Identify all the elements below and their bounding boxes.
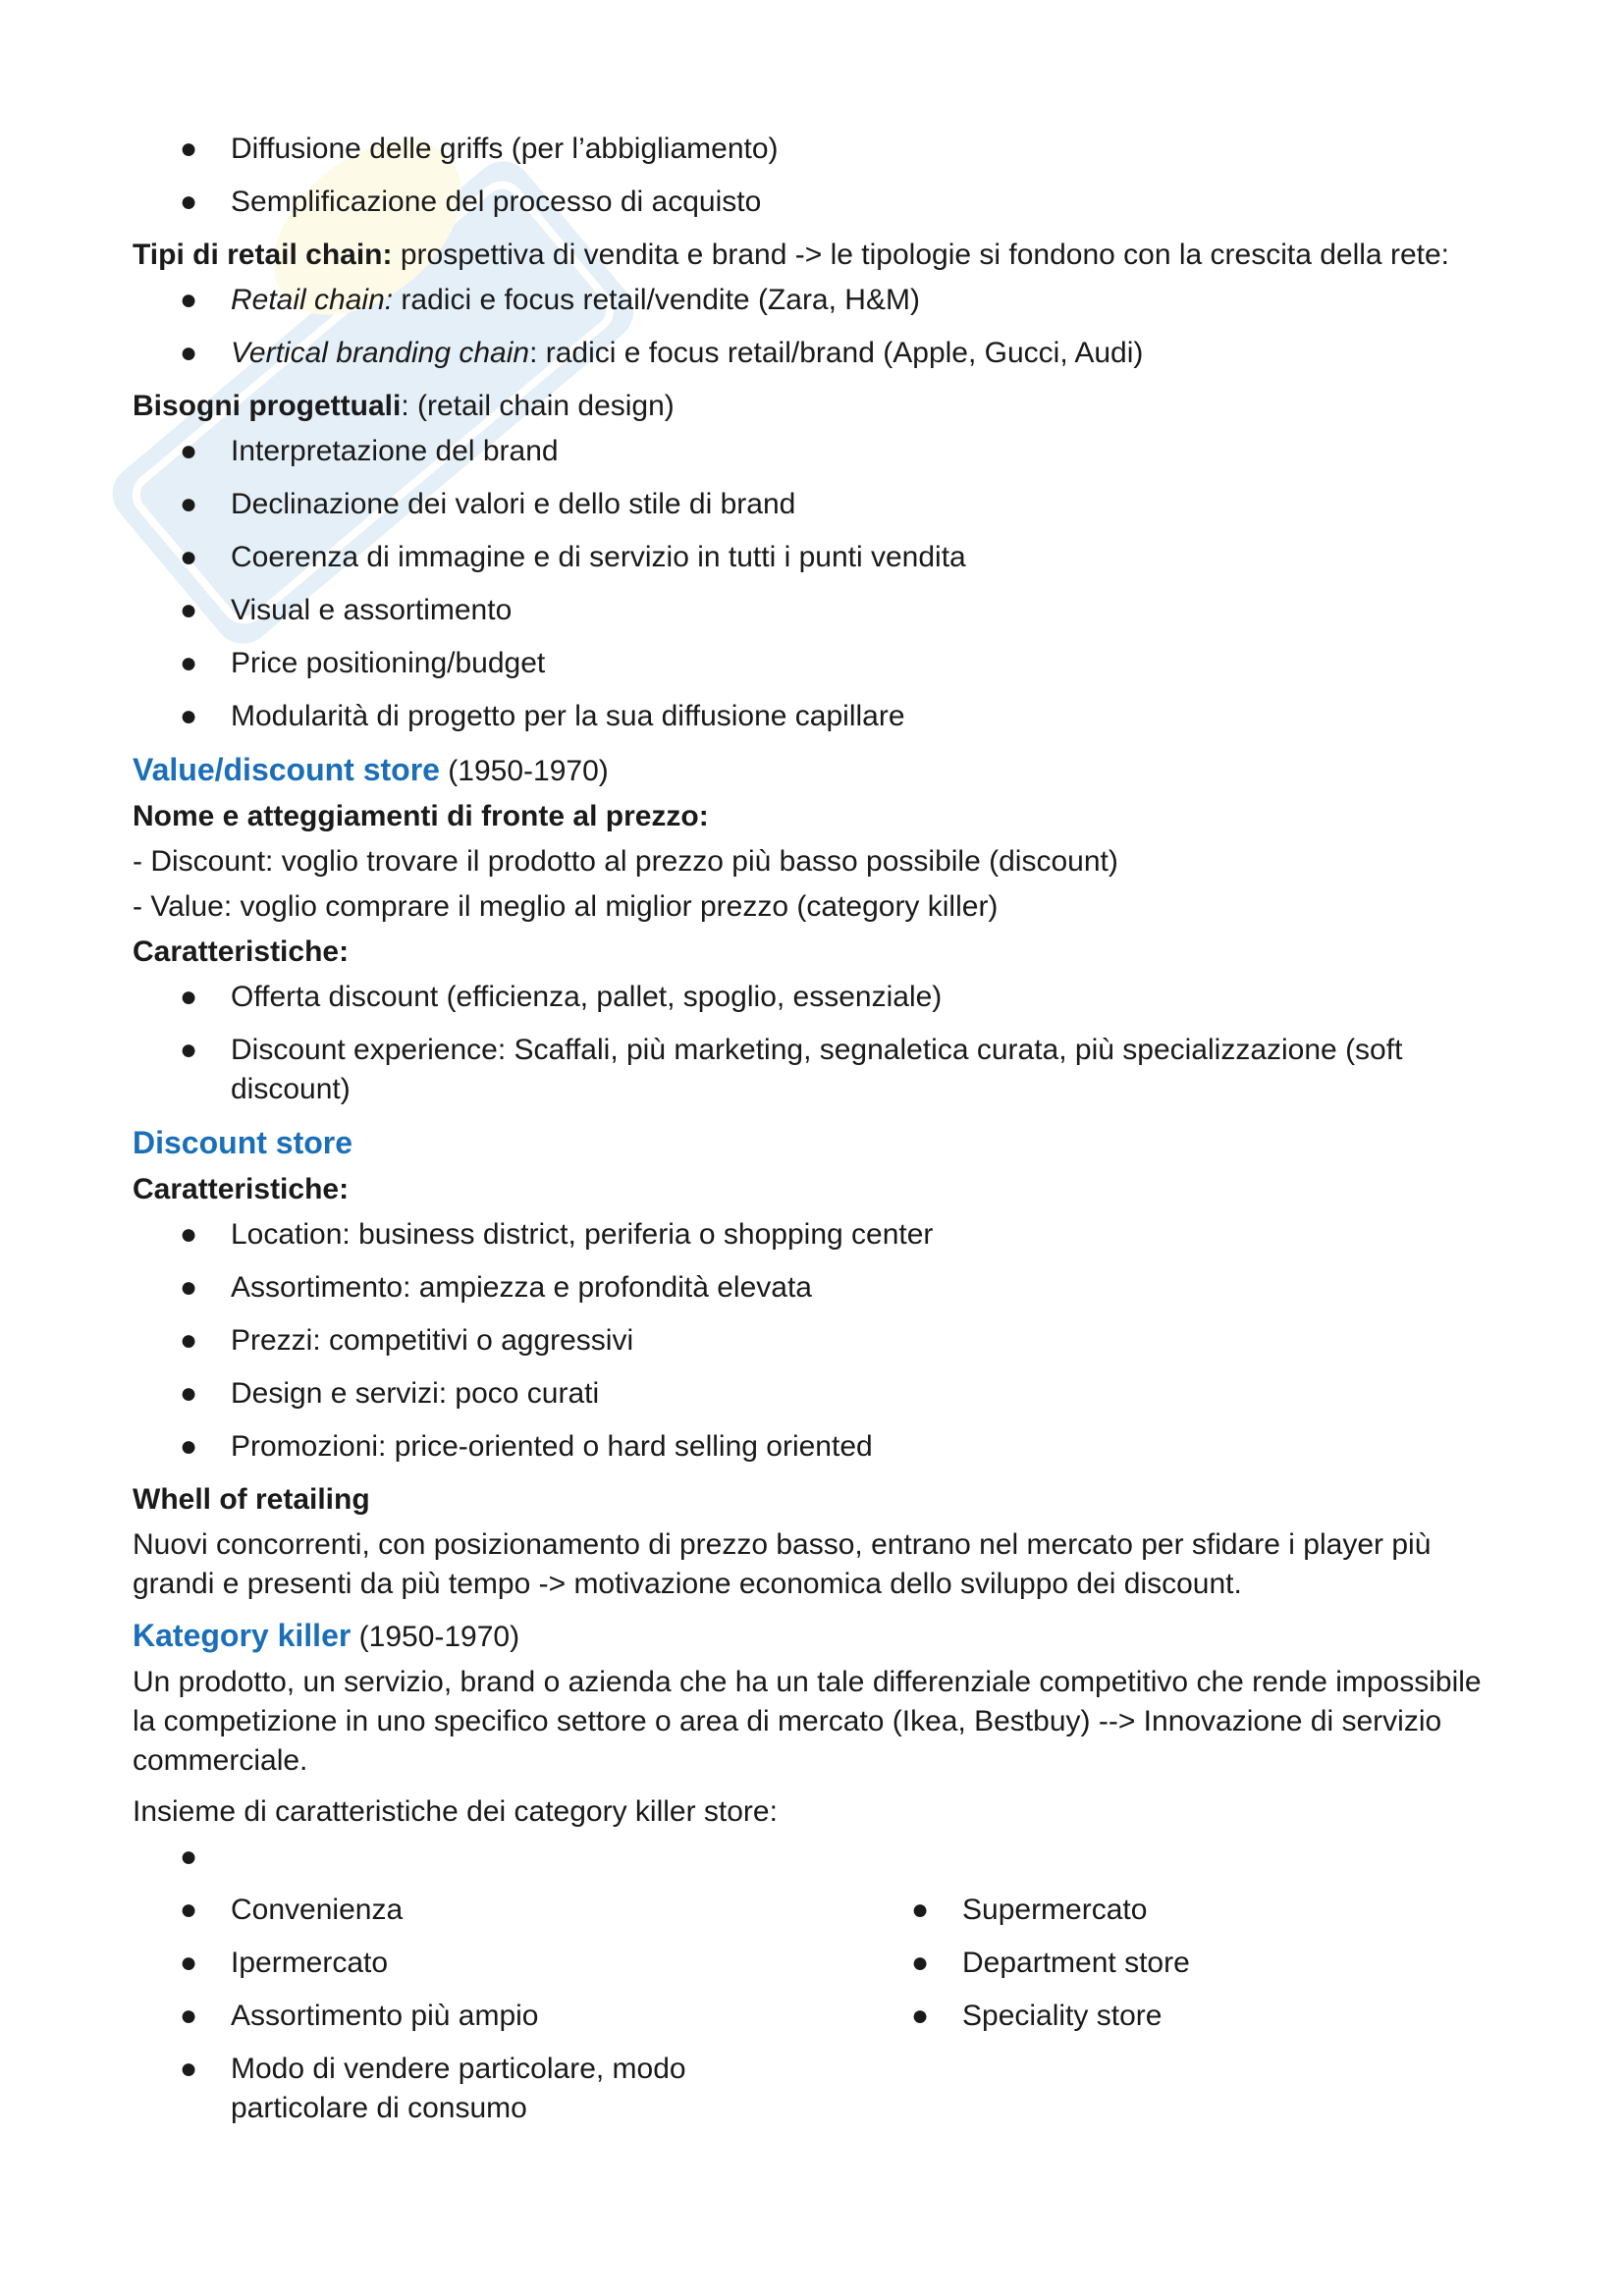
- list-item: ● Discount experience: Scaffali, più marketing, segnaletica curata, più specializzazione (soft discount): [133, 1031, 1497, 1109]
- bullet-icon: ●: [180, 2053, 198, 2085]
- bullet-icon: ●: [180, 1034, 198, 1066]
- bisogni-text: : (retail chain design): [401, 390, 675, 422]
- list-item: ● Location: business district, periferia o shopping center: [133, 1215, 1497, 1255]
- retail-chain-text: prospettiva di vendita e brand -> le tipologie si fondono con la crescita della rete:: [392, 239, 1449, 271]
- bullet-icon: ●: [180, 435, 198, 467]
- list-item: ● Supermercato: [864, 1891, 1453, 1930]
- value-store-years: (1950-1970): [439, 755, 609, 787]
- bullet-icon: ●: [180, 1894, 198, 1926]
- list-item: ● Vertical branding chain: radici e focus retail/brand (Apple, Gucci, Audi): [133, 334, 1497, 373]
- discount-store-title: Discount store: [133, 1125, 353, 1160]
- list-item: ● Convenienza: [133, 1891, 864, 1930]
- bullet-icon: ●: [911, 2000, 930, 2032]
- bullet-icon: ●: [180, 541, 198, 573]
- bullet-icon: ●: [180, 133, 198, 165]
- bullet-icon: ●: [180, 1324, 198, 1357]
- list-item: ● Department store: [864, 1944, 1453, 1983]
- bullet-icon: ●: [180, 337, 198, 369]
- discount-line: - Discount: voglio trovare il prodotto al prezzo più basso possibile (discount): [133, 845, 1118, 878]
- top-list: [133, 130, 1497, 222]
- bullet-icon: ●: [180, 1218, 198, 1251]
- list-item: ● Modularità di progetto per la sua diffusione capillare: [133, 697, 1497, 736]
- list-item: ● Diffusione delle griffs (per l’abbigliamento): [133, 130, 1497, 169]
- bullet-icon: ●: [180, 284, 198, 316]
- list-item: ● Assortimento più ampio: [133, 1997, 864, 2036]
- list-item: ● Prezzi: competitivi o aggressivi: [133, 1321, 1497, 1361]
- caratteristiche-label: Caratteristiche:: [133, 935, 350, 968]
- list-item: ● Promozioni: price-oriented o hard selling oriented: [133, 1427, 1497, 1467]
- bullet-icon: ●: [911, 1947, 930, 1979]
- value-store-heading: [133, 750, 1497, 791]
- bullet-icon: ●: [180, 700, 198, 732]
- list-item: ● Visual e assortimento: [133, 591, 1497, 630]
- list-item: ● Modo di vendere particolare, modo particolare di consumo: [133, 2050, 864, 2128]
- nome-label: Nome e atteggiamenti di fronte al prezzo:: [133, 800, 709, 832]
- bisogni-label: Bisogni progettuali: [133, 390, 402, 422]
- bullet-icon: ●: [180, 1430, 198, 1463]
- list-item: ● Declinazione dei valori e dello stile di brand: [133, 485, 1497, 524]
- kategory-right-list: [864, 1891, 1453, 2142]
- bullet-icon: ●: [911, 1894, 930, 1926]
- bullet-icon: ●: [180, 981, 198, 1013]
- value-store-title: Value/discount store: [133, 752, 440, 787]
- bullet-icon: ●: [180, 1271, 198, 1304]
- list-item: ● Price positioning/budget: [133, 644, 1497, 683]
- kategory-title: Kategory killer: [133, 1618, 352, 1653]
- bullet-icon: ●: [180, 1947, 198, 1979]
- list-item: [133, 1838, 1497, 1877]
- retail-chain-label: Tipi di retail chain:: [133, 239, 393, 271]
- bullet-icon: ●: [180, 647, 198, 679]
- list-item: ● Design e servizi: poco curati: [133, 1374, 1497, 1414]
- document-page: [133, 130, 1497, 2142]
- bullet-icon: ●: [180, 1377, 198, 1410]
- whell-label: Whell of retailing: [133, 1483, 370, 1516]
- kategory-text: Un prodotto, un servizio, brand o azienda che ha un tale differenziale competitivo che rende impossibile la competizione in uno specifico settore o area di mercato (Ikea, Bestbuy) --> Innovazione di servizio commerciale.: [133, 1666, 1482, 1777]
- kategory-left-list: [133, 1891, 864, 2142]
- kategory-years: (1950-1970): [351, 1621, 520, 1653]
- list-item: ● Interpretazione del brand: [133, 432, 1497, 471]
- bisogni-paragraph: [133, 387, 1497, 426]
- retail-chain-list: [133, 281, 1497, 373]
- list-item: ● Assortimento: ampiezza e profondità elevata: [133, 1268, 1497, 1308]
- list-item: ● Semplificazione del processo di acquisto: [133, 183, 1497, 222]
- bisogni-list: [133, 432, 1497, 736]
- discount-store-list: [133, 1215, 1497, 1467]
- value-line: - Value: voglio comprare il meglio al miglior prezzo (category killer): [133, 890, 999, 923]
- bullet-icon: ●: [180, 186, 198, 218]
- discount-store-heading: [133, 1123, 1497, 1164]
- kategory-columns: [133, 1891, 1497, 2142]
- list-item: ● Ipermercato: [133, 1944, 864, 1983]
- list-item: ● Offerta discount (efficienza, pallet, spoglio, essenziale): [133, 978, 1497, 1017]
- bullet-icon: ●: [180, 594, 198, 626]
- list-item: ● Coerenza di immagine e di servizio in tutti i punti vendita: [133, 538, 1497, 577]
- empty-list: [133, 1838, 1497, 1877]
- bullet-icon: ●: [180, 488, 198, 520]
- list-item: ● Retail chain: radici e focus retail/vendite (Zara, H&M): [133, 281, 1497, 320]
- bullet-icon: ●: [180, 2000, 198, 2032]
- insieme-text: Insieme di caratteristiche dei category killer store:: [133, 1795, 778, 1828]
- value-store-list: [133, 978, 1497, 1109]
- caratteristiche-label: Caratteristiche:: [133, 1173, 350, 1205]
- whell-text: Nuovi concorrenti, con posizionamento di prezzo basso, entrano nel mercato per sfidare i player più grandi e presenti da più tempo -> motivazione economica dello sviluppo dei discount.: [133, 1528, 1432, 1600]
- bullet-icon: ●: [180, 1841, 198, 1873]
- kategory-heading: [133, 1616, 1497, 1657]
- retail-chain-paragraph: [133, 236, 1497, 275]
- list-item: ● Speciality store: [864, 1997, 1453, 2036]
